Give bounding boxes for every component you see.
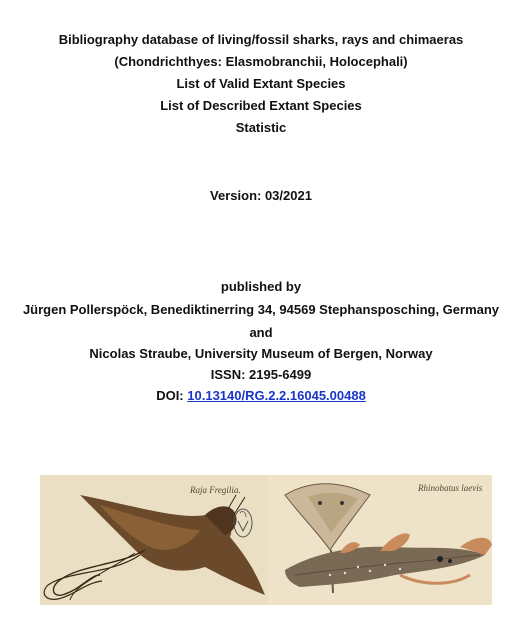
title-line-1: Bibliography database of living/fossil sharks, rays and chimaeras (58, 32, 464, 47)
author-2-affiliation: Nicolas Straube, University Museum of Bergen, Norway (89, 346, 433, 361)
version-text: Version: 03/2021 (210, 188, 312, 203)
shark-ray-illustration (40, 475, 492, 605)
version-block (0, 185, 522, 207)
publisher-block (0, 276, 522, 406)
title-line-5: Statistic (235, 120, 287, 135)
title-line-2: (Chondrichthyes: Elasmobranchii, Holocephali) (114, 54, 408, 69)
doi-link[interactable]: 10.13140/RG.2.2.16045.00488 (187, 388, 366, 403)
title-block (0, 29, 522, 139)
published-by-label: published by (220, 279, 302, 294)
and-text: and (249, 325, 273, 340)
illustration-plate (40, 475, 492, 605)
title-line-4: List of Described Extant Species (160, 98, 362, 113)
title-line-3: List of Valid Extant Species (176, 76, 346, 91)
author-1-address: Jürgen Pollerspöck, Benediktinerring 34, 94569 Stephansposching, Germany (22, 302, 500, 317)
doi-line (0, 385, 522, 406)
doi-label: DOI: (156, 388, 184, 403)
left-caption: Raja Fregilia. (190, 485, 241, 495)
right-caption: Rhinobatus laevis (418, 483, 483, 493)
issn-text: ISSN: 2195-6499 (210, 367, 312, 382)
